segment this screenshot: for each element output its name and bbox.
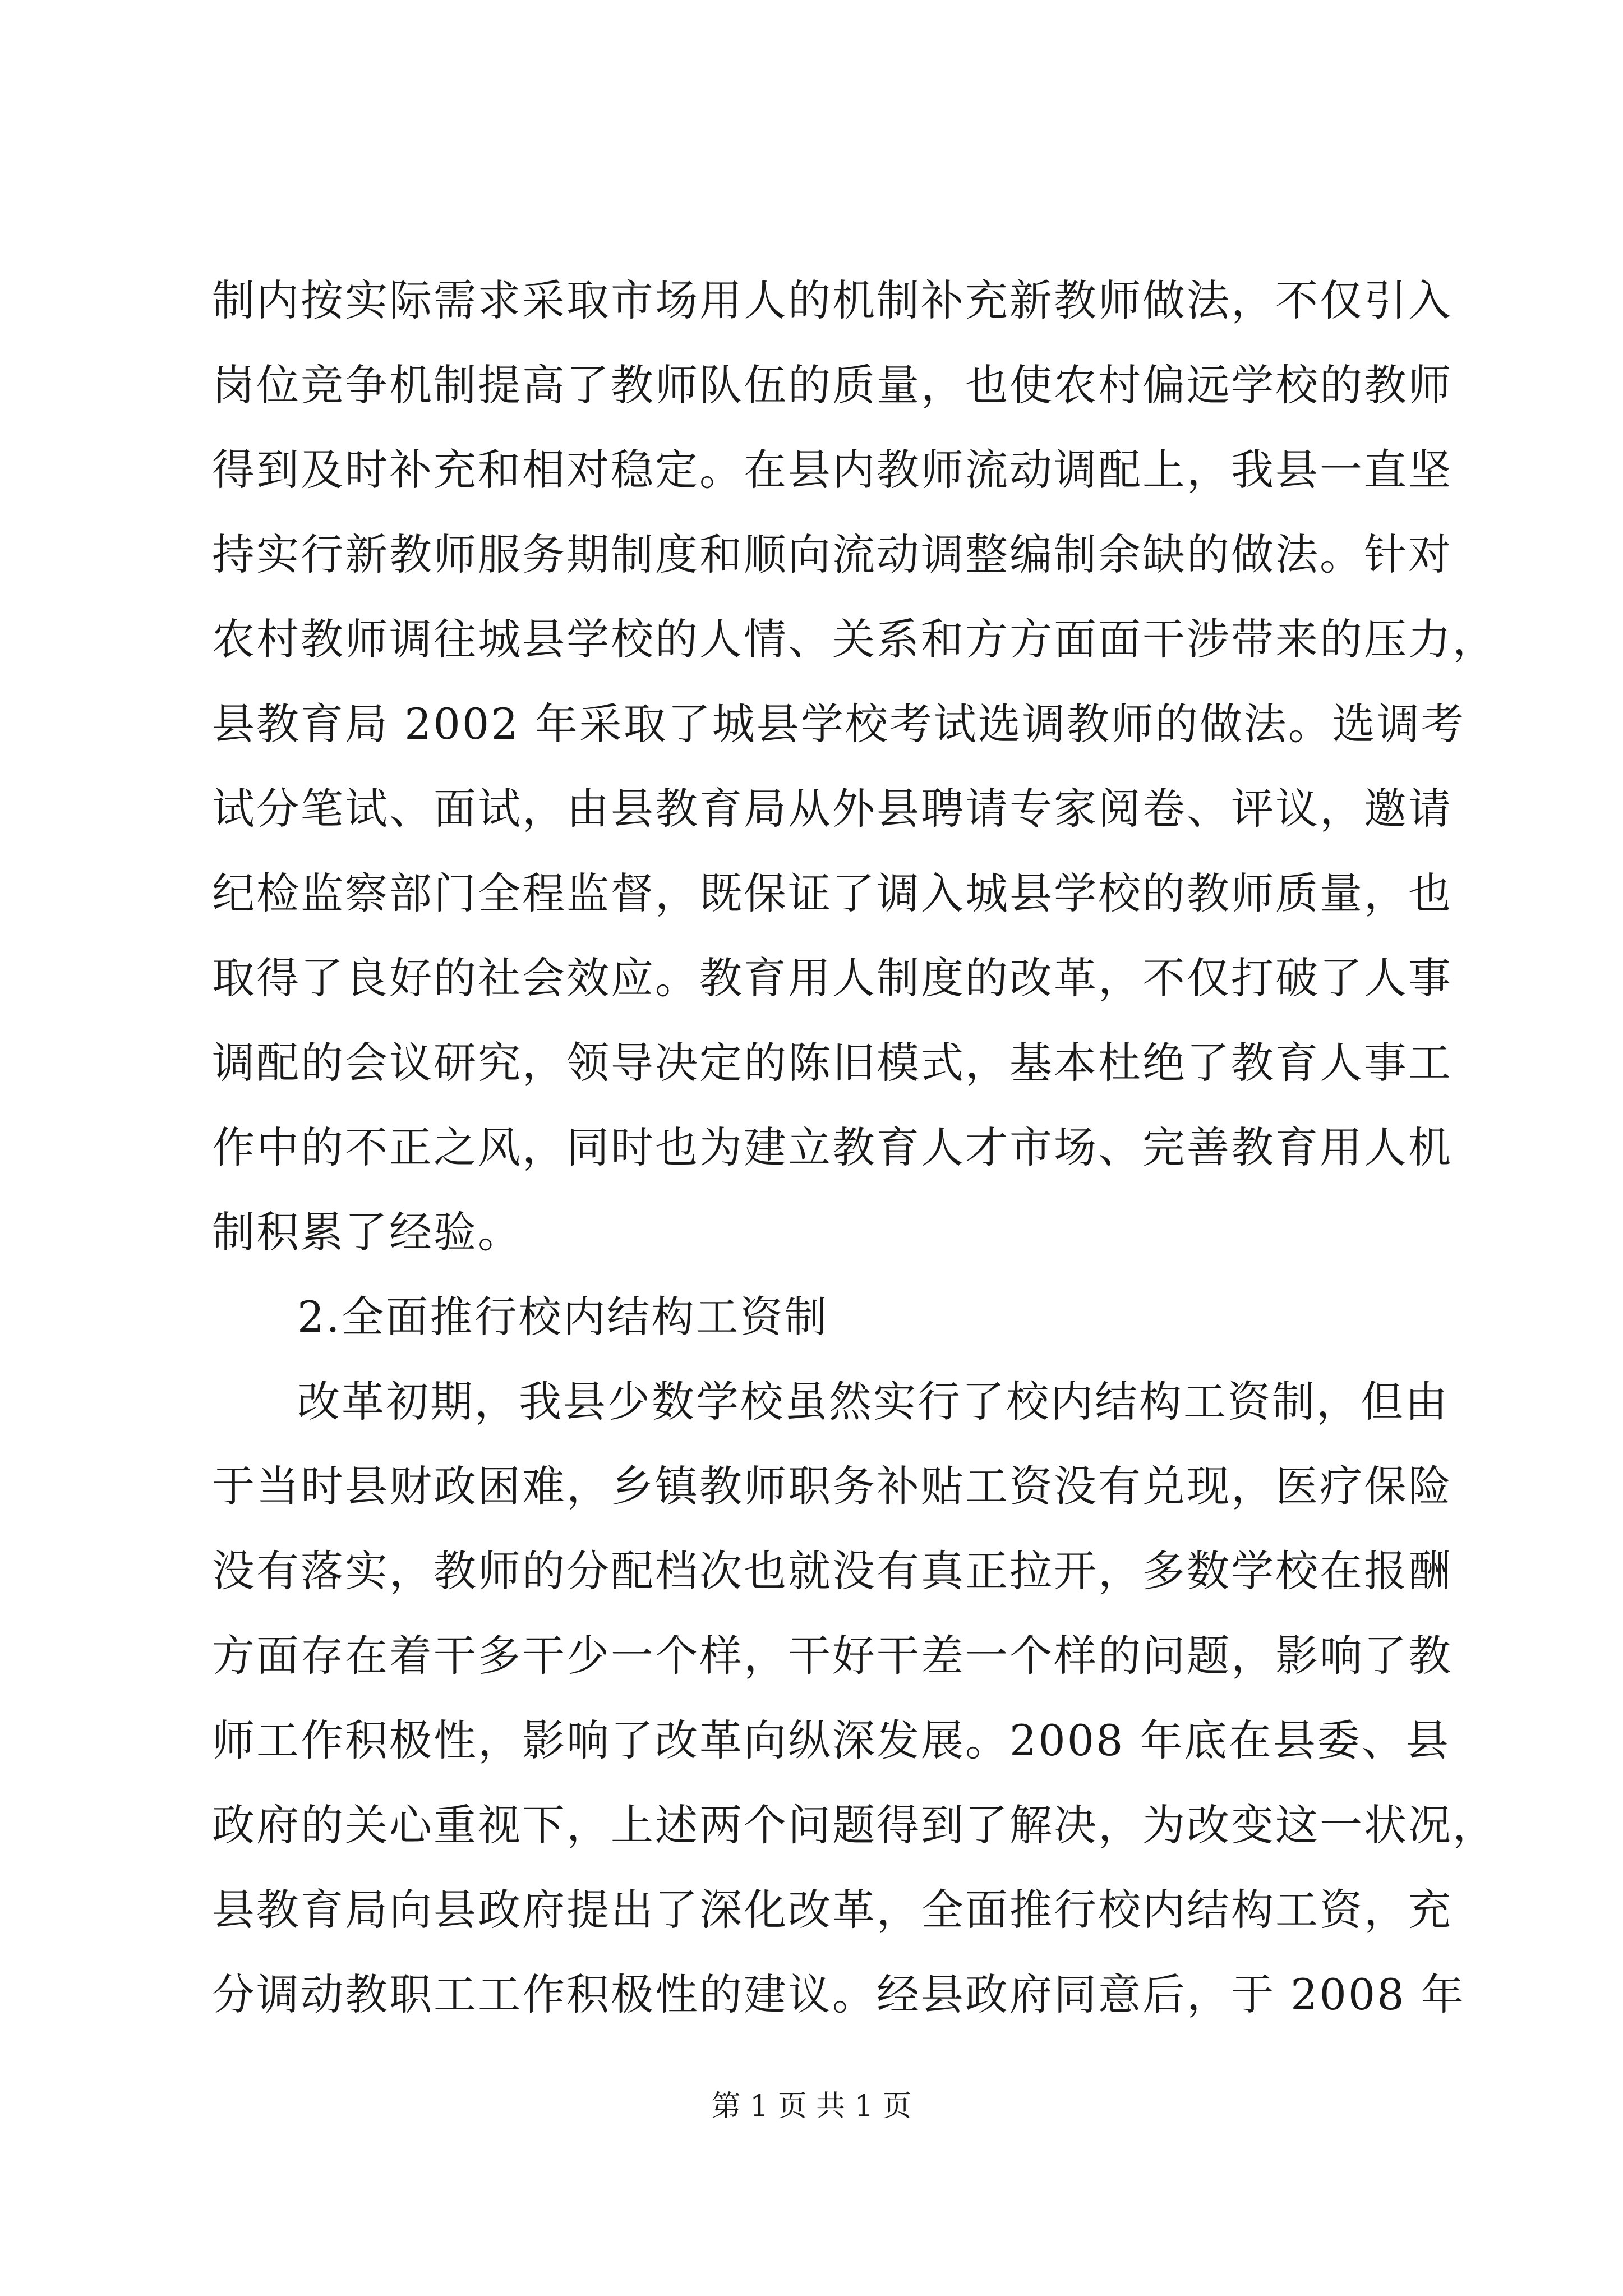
text-line: 政府的关心重视下，上述两个问题得到了解决，为改变这一状况，	[212, 1800, 1497, 1850]
text-line: 于当时县财政困难，乡镇教师职务补贴工资没有兑现，医疗保险	[212, 1461, 1453, 1511]
text-line: 县教育局向县政府提出了深化改革，全面推行校内结构工资，充	[212, 1885, 1453, 1935]
text-line: 作中的不正之风，同时也为建立教育人才市场、完善教育用人机	[212, 1122, 1453, 1172]
page-footer	[0, 2087, 1623, 2126]
text-line: 制积累了经验。	[212, 1207, 522, 1257]
text-line: 持实行新教师服务期制度和顺向流动调整编制余缺的做法。针对	[212, 530, 1453, 579]
text-line: 师工作积极性，影响了改革向纵深发展。2008 年底在县委、县	[212, 1715, 1450, 1765]
text-line: 改革初期，我县少数学校虽然实行了校内结构工资制，但由	[297, 1377, 1449, 1427]
text-line: 得到及时补充和相对稳定。在县内教师流动调配上，我县一直坚	[212, 445, 1453, 495]
text-line: 方面存在着干多干少一个样，干好干差一个样的问题，影响了教	[212, 1631, 1453, 1681]
text-line: 农村教师调往城县学校的人情、关系和方方面面干涉带来的压力，	[212, 614, 1497, 664]
text-line: 分调动教职工工作积极性的建议。经县政府同意后，于 2008 年	[212, 1970, 1465, 2019]
text-line: 取得了良好的社会效应。教育用人制度的改革，不仅打破了人事	[212, 953, 1453, 1003]
text-line: 试分笔试、面试，由县教育局从外县聘请专家阅卷、评议，邀请	[212, 784, 1453, 834]
text-line: 调配的会议研究，领导决定的陈旧模式，基本杜绝了教育人事工	[212, 1038, 1453, 1088]
text-line: 县教育局 2002 年采取了城县学校考试选调教师的做法。选调考	[212, 699, 1465, 749]
text-line: 制内按实际需求采取市场用人的机制补充新教师做法，不仅引入	[212, 275, 1453, 325]
text-line: 没有落实，教师的分配档次也就没有真正拉开，多数学校在报酬	[212, 1546, 1453, 1596]
section-heading: 2.全面推行校内结构工资制	[297, 1292, 829, 1342]
text-line: 纪检监察部门全程监督，既保证了调入城县学校的教师质量，也	[212, 868, 1453, 918]
document-body	[212, 258, 1497, 2037]
page-number: 第 1 页 共 1 页	[711, 2090, 912, 2123]
text-line: 岗位竞争机制提高了教师队伍的质量，也使农村偏远学校的教师	[212, 360, 1453, 410]
